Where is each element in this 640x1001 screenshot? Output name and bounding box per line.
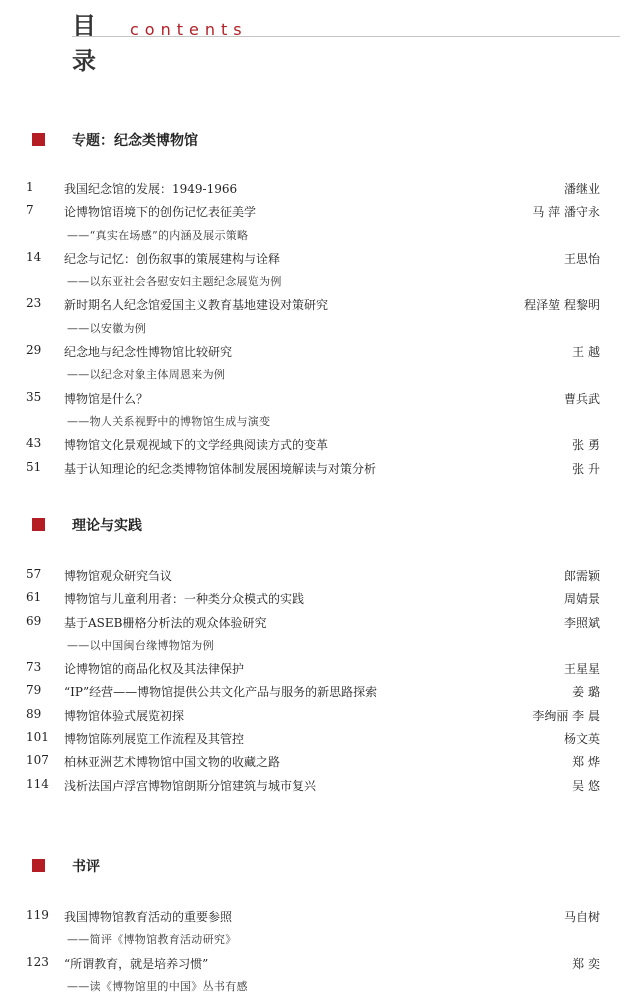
page-number: 123 (26, 954, 49, 969)
entry-title: 我国纪念馆的发展：1949-1966 (64, 182, 238, 196)
toc-entry[interactable] (26, 751, 620, 774)
toc-entry[interactable] (26, 565, 620, 588)
entry-title: 论博物馆语境下的创伤记忆表征美学 (64, 205, 257, 220)
toc-entry[interactable] (26, 906, 620, 929)
toc-entry[interactable] (26, 434, 620, 457)
entry-title: 博物馆是什么？ (64, 391, 149, 406)
page-number: 101 (26, 730, 49, 745)
entry-title: 博物馆与儿童利用者：一种类分众模式的实践 (64, 592, 305, 607)
entry-authors: 潘继业 (563, 182, 600, 196)
entry-authors: 郎需颖 (563, 569, 600, 583)
toc-list (26, 178, 620, 481)
entry-title: 博物馆文化景观视域下的文学经典阅读方式的变革 (64, 438, 329, 453)
entry-authors: 程泽堃 程黎明 (524, 298, 600, 313)
entry-title: 纪念与记忆：创伤叙事的策展建构与诠释 (64, 251, 281, 266)
entry-authors: 马自树 (563, 910, 600, 924)
page-number: 23 (26, 296, 42, 311)
entry-title: 论博物馆的商品化权及其法律保护 (64, 662, 245, 677)
entry-subtitle: ——以纪念对象主体周恩来为例 (67, 368, 226, 382)
entry-authors: 王 越 (572, 345, 600, 360)
toc-entry[interactable] (26, 458, 620, 481)
page-number: 89 (26, 706, 42, 721)
section-marker-icon (32, 133, 45, 146)
entry-authors: 杨文英 (563, 732, 600, 747)
section-title: 书评 (72, 859, 100, 875)
entry-title: “IP”经营——博物馆提供公共文化产品与服务的新思路探索 (64, 685, 378, 700)
entry-subtitle: ——简评《博物馆教育活动研究》 (67, 933, 237, 947)
entry-authors: 郑 奕 (572, 956, 600, 971)
page-number: 61 (26, 590, 42, 605)
entry-subtitle: ——以中国闽台缘博物馆为例 (67, 638, 214, 652)
toc-list (26, 906, 620, 999)
header-divider (72, 36, 620, 37)
entry-subtitle: ——以安徽为例 (67, 321, 147, 335)
page-number: 79 (26, 683, 42, 698)
toc-entry-subtitle (32, 364, 620, 387)
toc-entry-subtitle (32, 271, 620, 294)
toc-entry[interactable] (26, 201, 620, 224)
toc-entry[interactable] (26, 953, 620, 976)
toc-entry[interactable] (26, 178, 620, 201)
toc-entry[interactable] (26, 294, 620, 317)
section-book-review (26, 856, 620, 999)
entry-title: 新时期名人纪念馆爱国主义教育基地建设对策研究 (64, 298, 329, 313)
toc-entry[interactable] (26, 728, 620, 751)
entry-authors: 周婧景 (563, 592, 600, 607)
section-title: 专题：纪念类博物馆 (72, 133, 198, 149)
page-number: 114 (26, 776, 49, 791)
page-title: 目录 (72, 12, 97, 75)
entry-title: 基于ASEB栅格分析法的观众体验研究 (64, 615, 267, 630)
entry-authors: 吴 悠 (572, 778, 600, 793)
page-number: 73 (26, 660, 42, 675)
entry-subtitle: ——“真实在场感”的内涵及展示策略 (67, 228, 249, 242)
page-number: 57 (26, 567, 42, 581)
entry-title: 基于认知理论的纪念类博物馆体制发展困境解读与对策分析 (64, 461, 377, 476)
toc-entry[interactable] (26, 388, 620, 411)
entry-title: 博物馆体验式展览初探 (64, 708, 185, 723)
entry-title: 博物馆观众研究刍议 (64, 569, 173, 583)
toc-entry[interactable] (26, 248, 620, 271)
toc-entry-subtitle (32, 318, 620, 341)
toc-entry-subtitle (32, 411, 620, 434)
entry-authors: 曹兵武 (563, 391, 600, 406)
toc-entry[interactable] (26, 681, 620, 704)
page-number: 29 (26, 343, 42, 358)
page-number: 7 (26, 203, 34, 218)
section-special-topic (26, 130, 620, 481)
toc-entry[interactable] (26, 612, 620, 635)
entry-authors: 王星星 (563, 662, 600, 677)
page-number: 14 (26, 249, 42, 264)
entry-authors: 郑 烨 (572, 755, 600, 770)
page-number: 35 (26, 389, 42, 404)
entry-authors: 张 升 (572, 461, 600, 476)
toc-entry[interactable] (26, 705, 620, 728)
entry-authors: 张 勇 (572, 438, 600, 453)
toc-entry-subtitle (32, 976, 620, 999)
page-number: 51 (26, 459, 42, 474)
section-theory-practice (26, 515, 620, 798)
page-number: 119 (26, 908, 49, 922)
entry-title: 纪念地与纪念性博物馆比较研究 (64, 345, 233, 360)
section-marker-icon (32, 518, 45, 531)
entry-subtitle: ——读《博物馆里的中国》丛书有感 (67, 979, 248, 993)
entry-subtitle: ——物人关系视野中的博物馆生成与演变 (67, 414, 271, 428)
toc-entry[interactable] (26, 341, 620, 364)
page-number: 69 (26, 613, 42, 628)
toc-list (26, 565, 620, 798)
toc-entry[interactable] (26, 588, 620, 611)
entry-authors: 姜 璐 (572, 685, 600, 700)
toc-entry-subtitle (32, 929, 620, 952)
toc-entry[interactable] (26, 658, 620, 681)
entry-title: 我国博物馆教育活动的重要参照 (64, 910, 233, 924)
entry-authors: 李绚丽 李 晨 (532, 708, 600, 723)
entry-title: 博物馆陈列展览工作流程及其管控 (64, 732, 245, 747)
page-number: 107 (26, 753, 49, 768)
entry-title: 柏林亚洲艺术博物馆中国文物的收藏之路 (64, 755, 281, 770)
entry-title: “所谓教育，就是培养习惯” (64, 956, 209, 971)
page-subtitle: contents (130, 20, 248, 39)
entry-subtitle: ——以东亚社会各慰安妇主题纪念展览为例 (67, 275, 282, 289)
toc-entry[interactable] (26, 775, 620, 798)
entry-authors: 李照斌 (563, 615, 600, 630)
toc-entry-subtitle (32, 635, 620, 658)
section-title: 理论与实践 (72, 518, 142, 534)
page-number: 1 (26, 180, 34, 194)
toc-entry-subtitle (32, 225, 620, 248)
entry-title: 浅析法国卢浮宫博物馆朗斯分馆建筑与城市复兴 (64, 778, 317, 793)
entry-authors: 王思怡 (563, 251, 600, 266)
page-number: 43 (26, 436, 42, 451)
entry-authors: 马 萍 潘守永 (532, 205, 600, 220)
section-marker-icon (32, 859, 45, 872)
